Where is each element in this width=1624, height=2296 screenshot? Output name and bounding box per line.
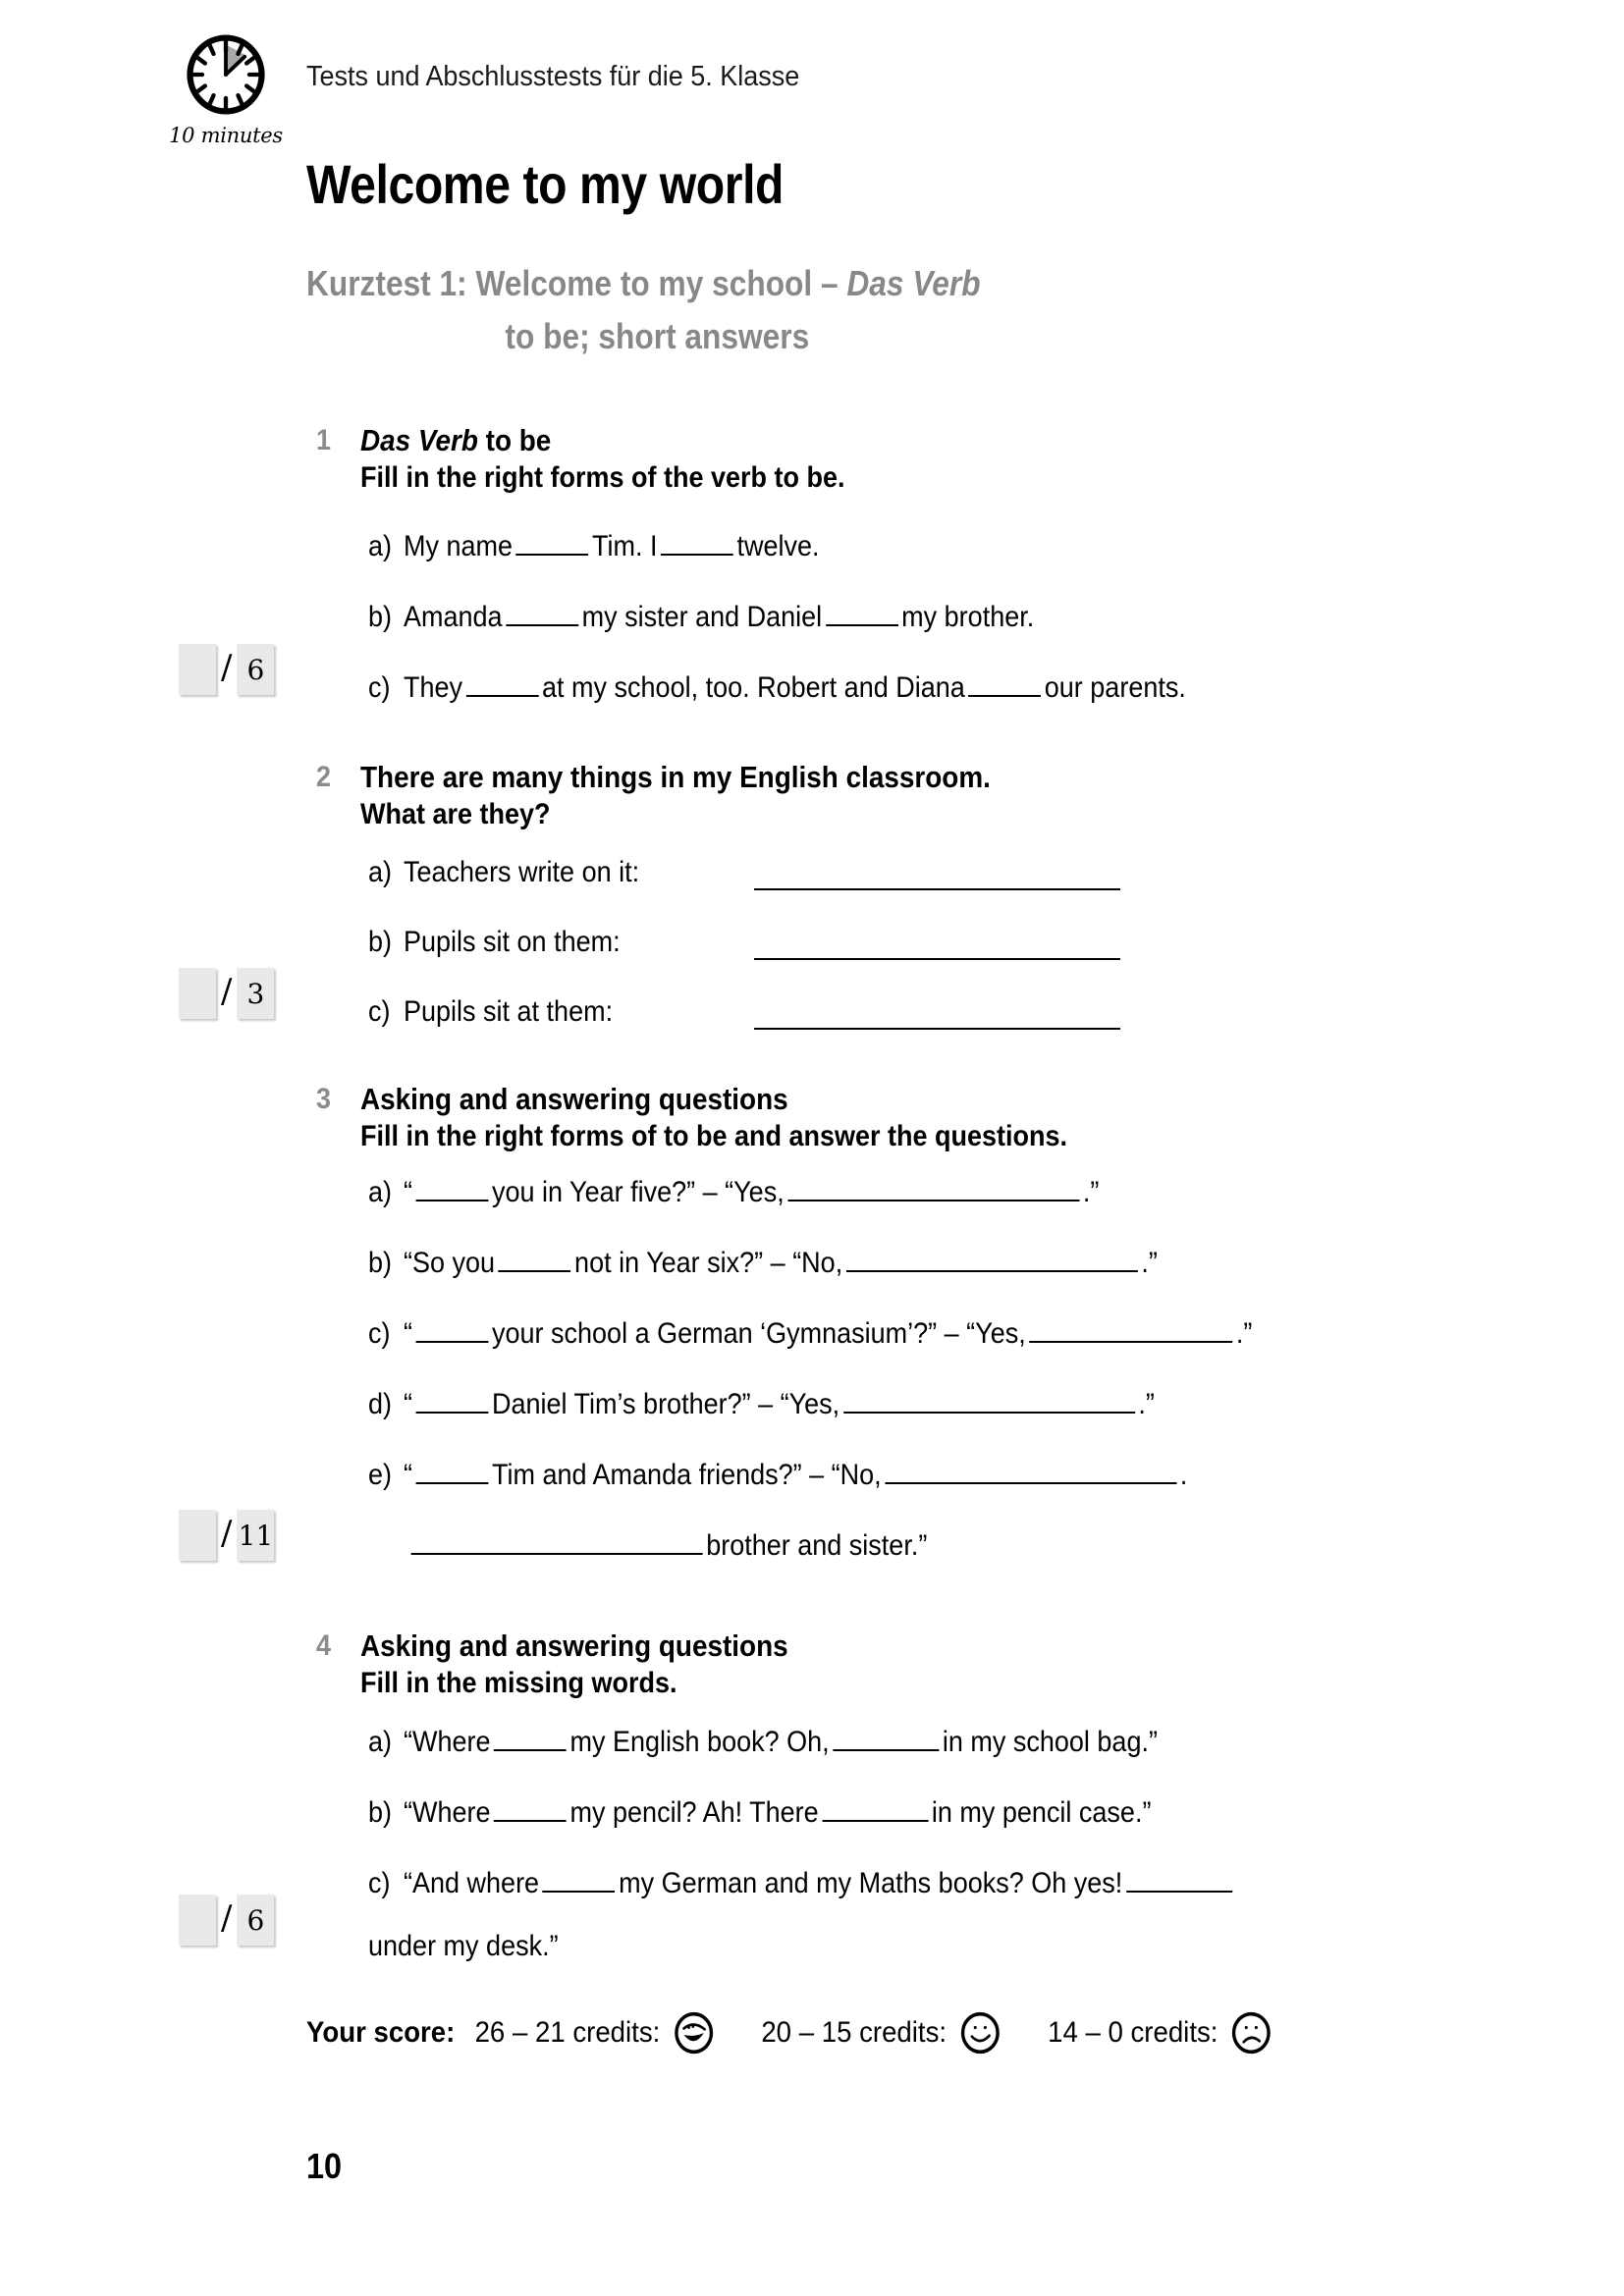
score-max-cell: 11 [237, 1510, 274, 1561]
item-text: “Where [404, 1796, 491, 1829]
fill-blank[interactable] [822, 1800, 928, 1822]
item-label: e) [368, 1459, 393, 1491]
fill-blank[interactable] [494, 1800, 567, 1822]
item-text: They [404, 671, 463, 704]
exercise-1-item-c [368, 669, 1186, 707]
exercise-2-title: There are many things in my English classroom. [360, 760, 991, 794]
exercise-1-number: 1 [316, 424, 332, 456]
exercise-1-title [360, 422, 551, 459]
page-title: Welcome to my world [306, 153, 785, 215]
exercise-3-item-b [368, 1245, 1158, 1282]
score-input-cell[interactable] [179, 1510, 216, 1561]
answer-blank[interactable] [787, 1180, 1079, 1201]
item-quote-open: “So you [404, 1247, 496, 1279]
item-label: b) [368, 1796, 393, 1829]
exercise-2-score-box[interactable] [179, 968, 274, 1019]
fill-blank[interactable] [499, 1251, 571, 1272]
score-max-cell: 3 [237, 968, 274, 1019]
exercise-4-item-a [368, 1724, 1158, 1761]
fill-blank[interactable] [466, 675, 539, 697]
item-label: c) [368, 1317, 391, 1350]
item-text: Teachers write on it: [404, 856, 640, 888]
fill-blank[interactable] [506, 605, 578, 626]
item-text: Tim and Amanda friends?” – “No, [492, 1459, 882, 1491]
item-label: b) [368, 926, 393, 958]
item-label: c) [368, 1867, 391, 1899]
item-quote-open: “ [404, 1459, 412, 1491]
item-text: “Where [404, 1726, 491, 1758]
item-text: our parents. [1044, 671, 1186, 704]
clock-icon [179, 27, 273, 122]
item-tail: .” [1082, 1176, 1100, 1208]
fill-blank[interactable] [661, 534, 733, 556]
score-input-cell[interactable] [179, 1895, 216, 1946]
fill-blank[interactable] [833, 1730, 939, 1751]
item-text: Pupils sit at them: [404, 995, 614, 1028]
answer-blank[interactable] [411, 1533, 703, 1555]
answer-blank[interactable] [846, 1251, 1138, 1272]
exercise-4-score-box[interactable] [179, 1895, 274, 1946]
exercise-1-title-italic: Das Verb [360, 423, 478, 457]
exercise-1-title-rest: to be [477, 423, 552, 457]
score-input-cell[interactable] [179, 644, 216, 695]
neutral-smile-face-icon [959, 2010, 1001, 2056]
item-text: twelve. [736, 530, 820, 562]
page-number: 10 [306, 2146, 343, 2186]
item-text: my pencil? Ah! There [569, 1796, 819, 1829]
item-label: a) [368, 1176, 393, 1208]
subtitle-prefix: Kurztest 1: Welcome to my school – [306, 263, 847, 303]
item-label: a) [368, 1726, 393, 1758]
score-slash: / [221, 1514, 233, 1553]
sad-face-icon [1230, 2010, 1272, 2056]
subtitle-line2: to be; short answers [505, 316, 810, 356]
exercise-3-number: 3 [316, 1083, 332, 1115]
exercise-2-item-c [368, 993, 613, 1031]
item-text: at my school, too. Robert and Diana [542, 671, 965, 704]
timer-block [157, 27, 295, 147]
answer-blank[interactable] [885, 1463, 1176, 1484]
subtitle-italic: Das Verb [846, 263, 981, 303]
score-band-range: 20 – 15 credits: [761, 2016, 947, 2049]
answer-blank[interactable] [843, 1392, 1135, 1414]
score-slash: / [221, 1898, 233, 1938]
score-footer [306, 2010, 1319, 2056]
item-tail: .” [1141, 1247, 1158, 1279]
fill-blank[interactable] [826, 605, 898, 626]
item-quote-open: “ [404, 1317, 412, 1350]
exercise-3-score-box[interactable] [179, 1510, 274, 1561]
score-band-range: 26 – 21 credits: [474, 2016, 661, 2049]
exercise-4-instruction: Fill in the missing words. [360, 1667, 677, 1699]
score-slash: / [221, 648, 233, 687]
item-text: “And where [404, 1867, 540, 1899]
item-text: my brother. [901, 601, 1035, 633]
item-label: b) [368, 601, 393, 633]
item-text: Amanda [404, 601, 503, 633]
item-text: your school a German ‘Gymnasium’?” – “Yes, [492, 1317, 1026, 1350]
fill-blank[interactable] [416, 1463, 489, 1484]
exercise-4-item-b [368, 1794, 1151, 1832]
exercise-2-item-b [368, 924, 621, 961]
item-text: in my school bag.” [942, 1726, 1158, 1758]
exercise-3-item-c [368, 1315, 1252, 1353]
exercise-1-item-b [368, 599, 1034, 636]
item-quote-open: “ [404, 1388, 412, 1420]
fill-blank[interactable] [416, 1392, 489, 1414]
exercise-2-number: 2 [316, 761, 332, 793]
fill-blank[interactable] [1126, 1871, 1232, 1893]
subtitle [306, 257, 981, 363]
item-label: a) [368, 530, 393, 562]
fill-blank[interactable] [516, 534, 589, 556]
item-text: brother and sister.” [706, 1529, 928, 1562]
score-slash: / [221, 972, 233, 1011]
exercise-3-instruction: Fill in the right forms of to be and answer the questions. [360, 1120, 1068, 1152]
item-tail: . [1179, 1459, 1188, 1491]
item-text: you in Year five?” – “Yes, [492, 1176, 785, 1208]
score-band-mid [761, 2010, 1001, 2056]
item-text: my German and my Maths books? Oh yes! [619, 1867, 1123, 1899]
item-text: my sister and Daniel [581, 601, 823, 633]
timer-label: 10 minutes [169, 124, 283, 147]
item-text: Daniel Tim’s brother?” – “Yes, [492, 1388, 840, 1420]
score-max-cell: 6 [237, 644, 274, 695]
item-label: c) [368, 995, 391, 1028]
item-quote-open: “ [404, 1176, 412, 1208]
exercise-1-instruction: Fill in the right forms of the verb to be. [360, 461, 845, 494]
exercise-1-score-box[interactable] [179, 644, 274, 695]
score-input-cell[interactable] [179, 968, 216, 1019]
fill-blank[interactable] [416, 1321, 489, 1343]
exercise-3-item-d [368, 1386, 1155, 1423]
score-band-high [475, 2010, 715, 2056]
item-label: a) [368, 856, 393, 888]
running-head: Tests und Abschlusstests für die 5. Klasse [306, 61, 800, 92]
score-footer-lead: Your score: [306, 2016, 456, 2049]
answer-rule[interactable] [754, 1028, 1120, 1030]
fill-blank[interactable] [416, 1180, 489, 1201]
exercise-4-number: 4 [316, 1629, 332, 1662]
exercise-4-item-c-continuation: under my desk.” [368, 1930, 559, 1962]
item-label: d) [368, 1388, 393, 1420]
item-text: My name [404, 530, 514, 562]
exercise-3-item-e-continuation [407, 1527, 927, 1565]
exercise-3-item-e [368, 1457, 1187, 1494]
item-text: Pupils sit on them: [404, 926, 621, 958]
exercise-4-title: Asking and answering questions [360, 1629, 788, 1663]
item-text: my English book? Oh, [569, 1726, 830, 1758]
exercise-2-instruction: What are they? [360, 798, 551, 830]
exercise-3-title: Asking and answering questions [360, 1082, 788, 1116]
answer-blank[interactable] [1029, 1321, 1232, 1343]
score-band-range: 14 – 0 credits: [1048, 2016, 1218, 2049]
item-text: in my pencil case.” [931, 1796, 1152, 1829]
score-max-cell: 6 [237, 1895, 274, 1946]
item-tail: .” [1235, 1317, 1253, 1350]
item-label: c) [368, 671, 391, 704]
happy-face-icon [673, 2010, 714, 2056]
fill-blank[interactable] [494, 1730, 567, 1751]
score-band-low [1048, 2010, 1272, 2056]
item-tail: .” [1138, 1388, 1155, 1420]
exercise-1-item-a [368, 528, 820, 565]
exercise-3-item-a [368, 1174, 1099, 1211]
fill-blank[interactable] [543, 1871, 616, 1893]
exercise-2-item-a [368, 854, 639, 891]
item-text: not in Year six?” – “No, [574, 1247, 843, 1279]
fill-blank[interactable] [968, 675, 1041, 697]
item-text: Tim. I [592, 530, 658, 562]
exercise-4-item-c [368, 1865, 1235, 1902]
answer-rule[interactable] [754, 958, 1120, 960]
item-label: b) [368, 1247, 393, 1279]
answer-rule[interactable] [754, 888, 1120, 890]
